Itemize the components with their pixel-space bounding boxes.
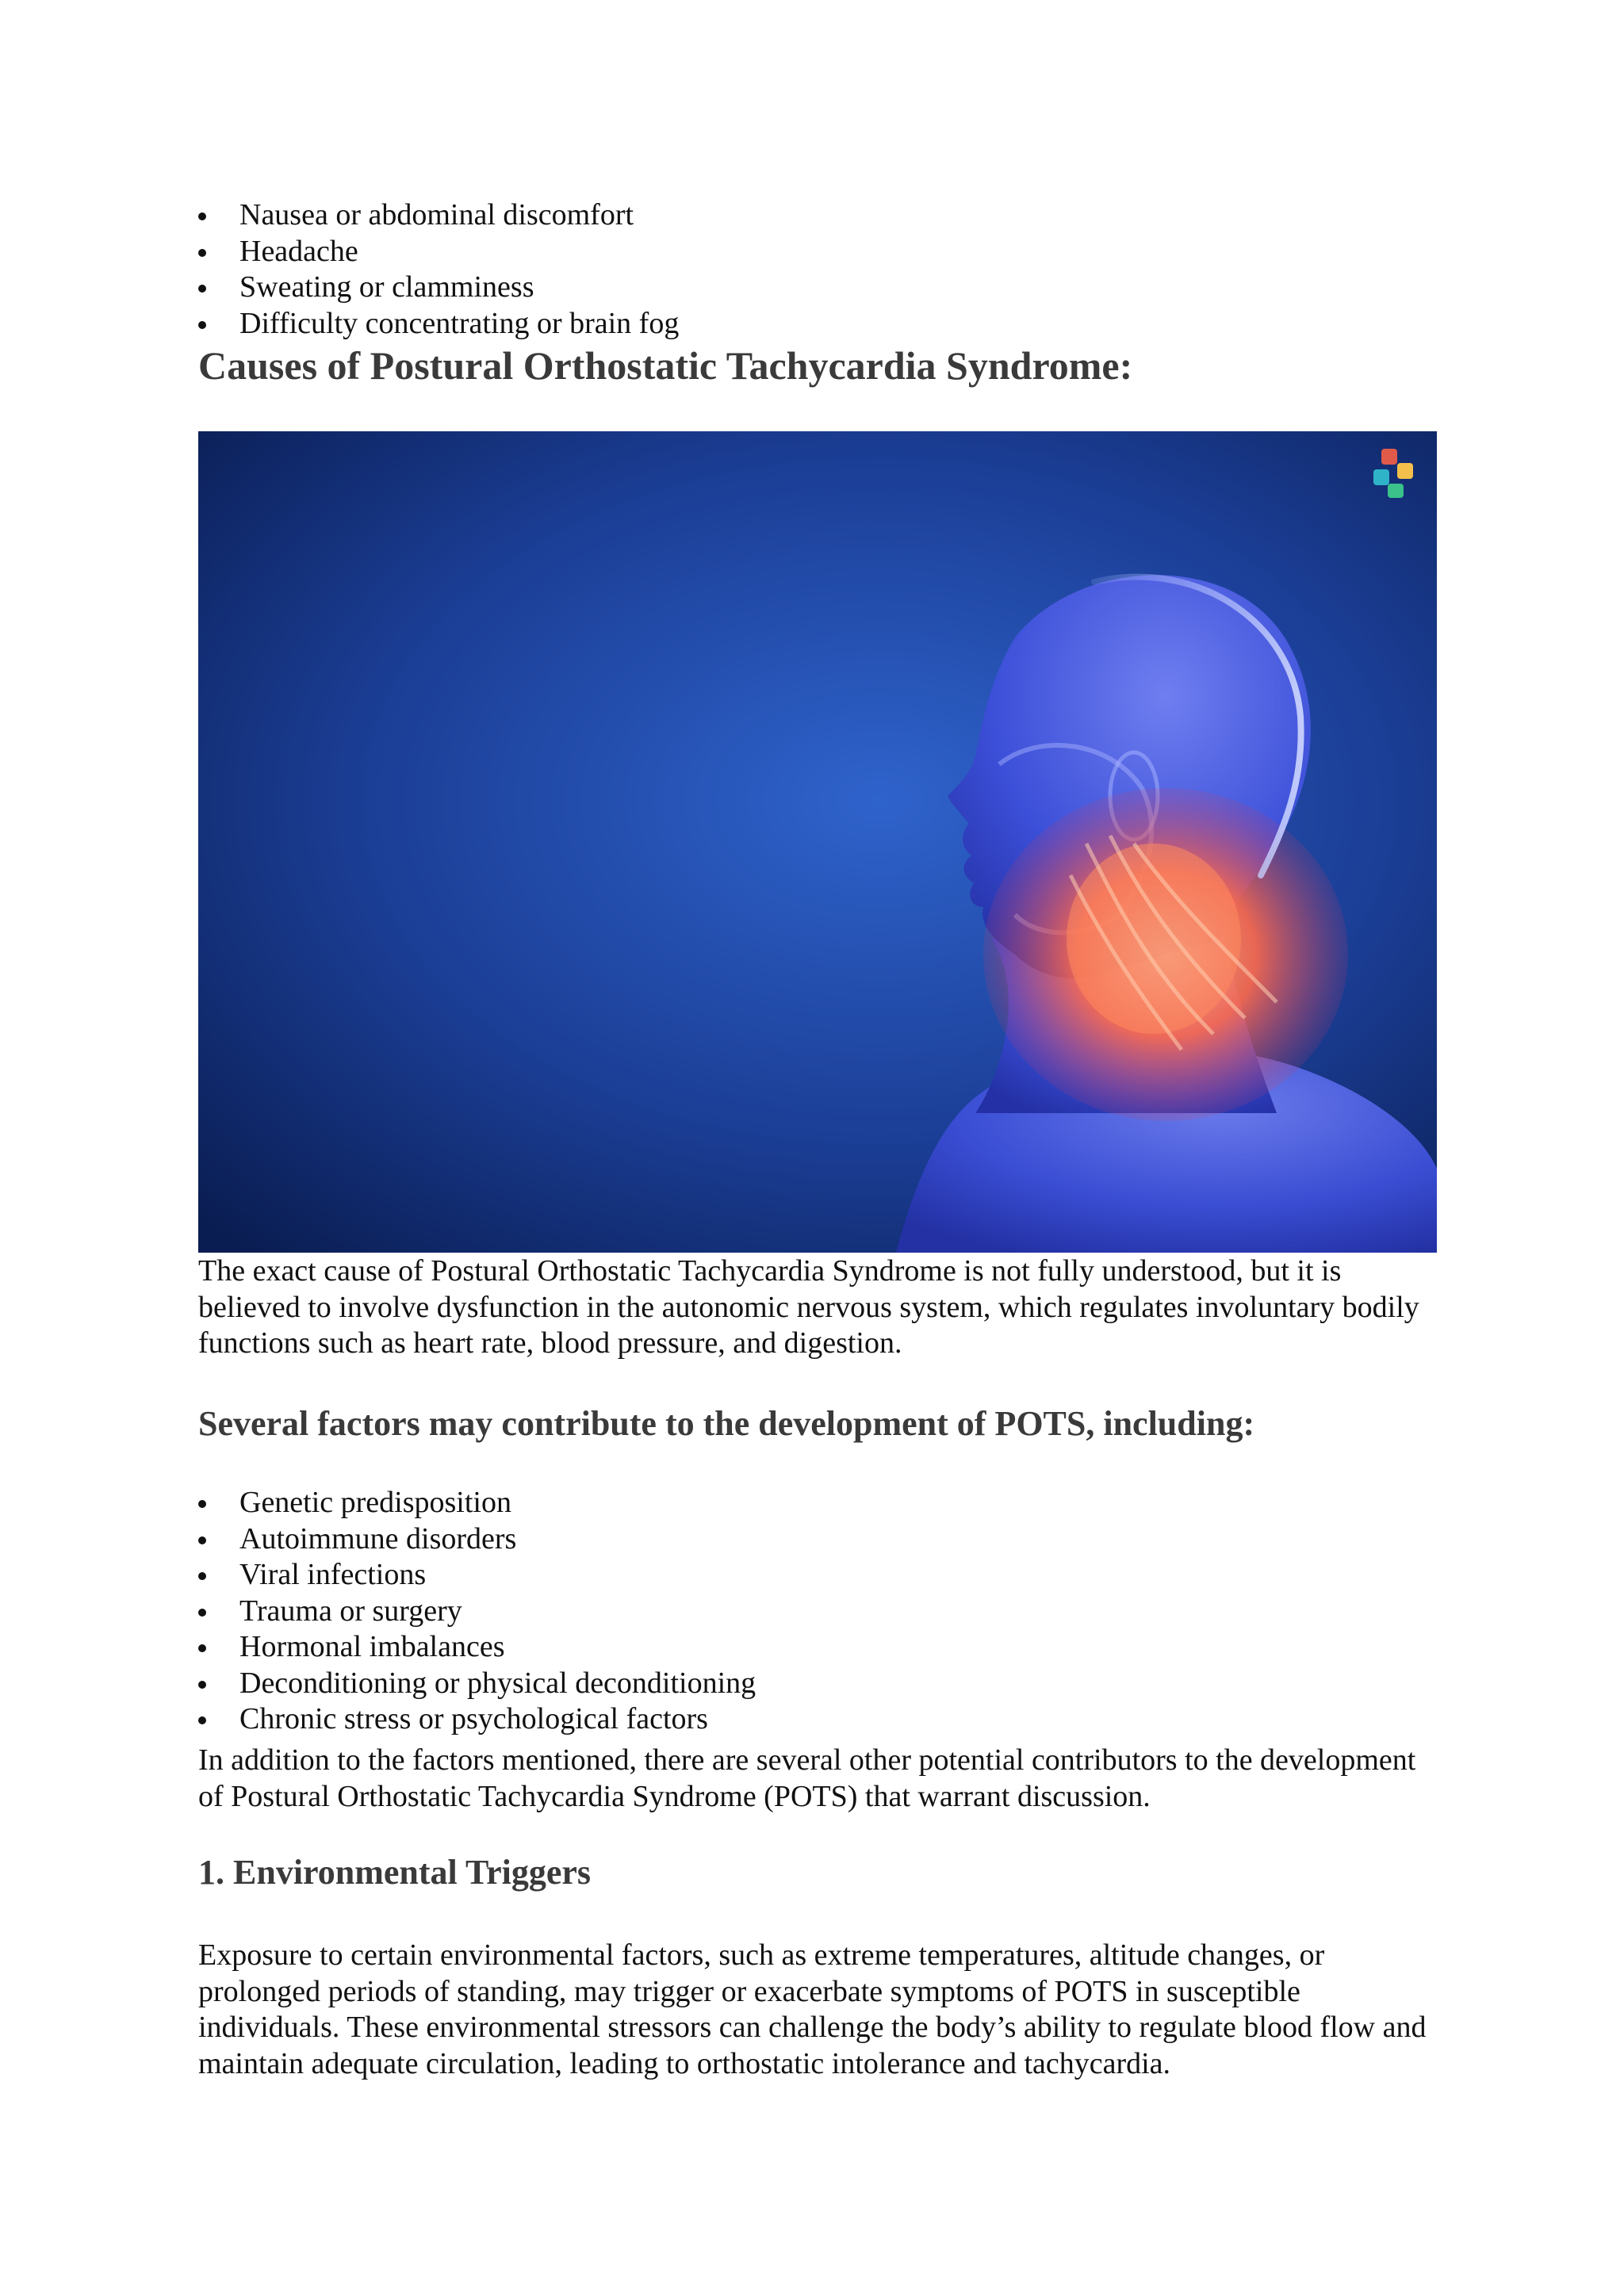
list-item: Nausea or abdominal discomfort <box>198 197 679 234</box>
list-item: Viral infections <box>198 1557 756 1594</box>
list-item: Hormonal imbalances <box>198 1629 756 1666</box>
environmental-paragraph: Exposure to certain environmental factors, such as extreme temperatures, altitude changes, or prolonged periods of standing, may trigger or exacerbate symptoms of POTS in susceptible individuals. These environmental stressors can challenge the body’s ability to regulate blood flow and maintain adequate circulation, leading to orthostatic intolerance and tachycardia. <box>198 1938 1427 2080</box>
list-item: Chronic stress or psychological factors <box>198 1701 756 1738</box>
list-item: Headache <box>198 234 679 270</box>
list-item: Deconditioning or physical deconditioning <box>198 1666 756 1702</box>
list-item: Genetic predisposition <box>198 1485 756 1521</box>
section-heading-environmental-triggers: 1. Environmental Triggers <box>198 1853 591 1892</box>
factor-list <box>198 1485 756 1738</box>
list-item: Sweating or clamminess <box>198 270 679 306</box>
section-heading-factors: Several factors may contribute to the development of POTS, including: <box>198 1404 1255 1443</box>
symptom-list <box>198 197 679 342</box>
list-item: Trauma or surgery <box>198 1594 756 1630</box>
neck-anatomy-illustration <box>198 431 1437 1253</box>
additional-paragraph: In addition to the factors mentioned, there are several other potential contributors to the development of Postural Orthostatic Tachycardia Syndrome (POTS) that warrant discussion. <box>198 1743 1416 1813</box>
list-item: Autoimmune disorders <box>198 1521 756 1558</box>
list-item: Difficulty concentrating or brain fog <box>198 306 679 342</box>
section-heading-causes: Causes of Postural Orthostatic Tachycardia Syndrome: <box>198 343 1133 388</box>
cause-paragraph: The exact cause of Postural Orthostatic Tachycardia Syndrome is not fully understood, but it is believed to involve dysfunction in the autonomic nervous system, which regulates involuntary bodily functions such as heart rate, blood pressure, and digestion. <box>198 1254 1419 1360</box>
